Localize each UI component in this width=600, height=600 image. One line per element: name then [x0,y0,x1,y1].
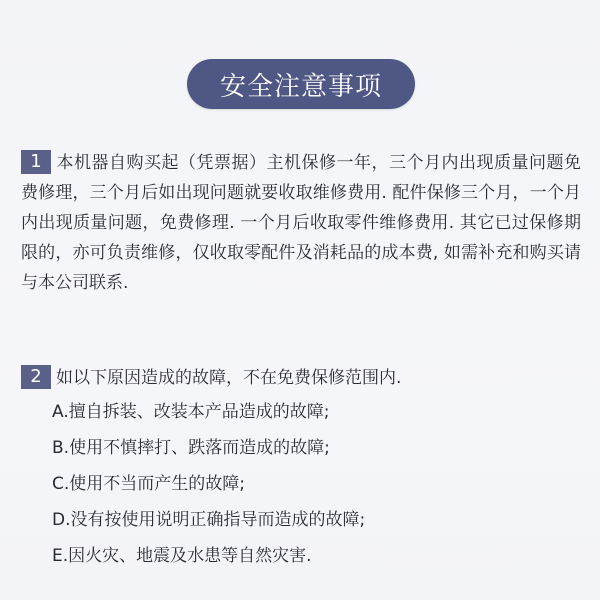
list-item: A.擅自拆装、改装本产品造成的故障; [52,402,330,422]
list-item: D.没有按使用说明正确指导而造成的故障; [52,510,366,530]
section-number-badge: 2 [21,365,51,389]
exclusions-list [21,394,581,574]
list-item: E.因火灾、地震及水患等自然灾害. [52,546,312,566]
warranty-text: 本机器自购买起（凭票据）主机保修一年，三个月内出现质量问题免费修理，三个月后如出现问题就要收取维修费用. 配件保修三个月，一个月内出现质量问题，免费修理. 一个月后收取零件维修费用. 其它已过保修期限的，亦可负责维修，仅收取零配件及消耗品的成本费, 如需补充和购买请与本公司联系. [21,153,581,293]
list-item: C.使用不当而产生的故障; [52,474,246,494]
section-number-badge: 1 [21,150,51,174]
exclusions-section [21,363,581,574]
page-title: 安全注意事项 [187,59,415,109]
warranty-paragraph [21,148,581,298]
exclusions-heading [21,363,581,393]
warranty-section [21,148,581,298]
list-item: B.使用不慎摔打、跌落而造成的故障; [52,438,330,458]
exclusions-intro-text: 如以下原因造成的故障，不在免费保修范围内. [56,368,402,388]
